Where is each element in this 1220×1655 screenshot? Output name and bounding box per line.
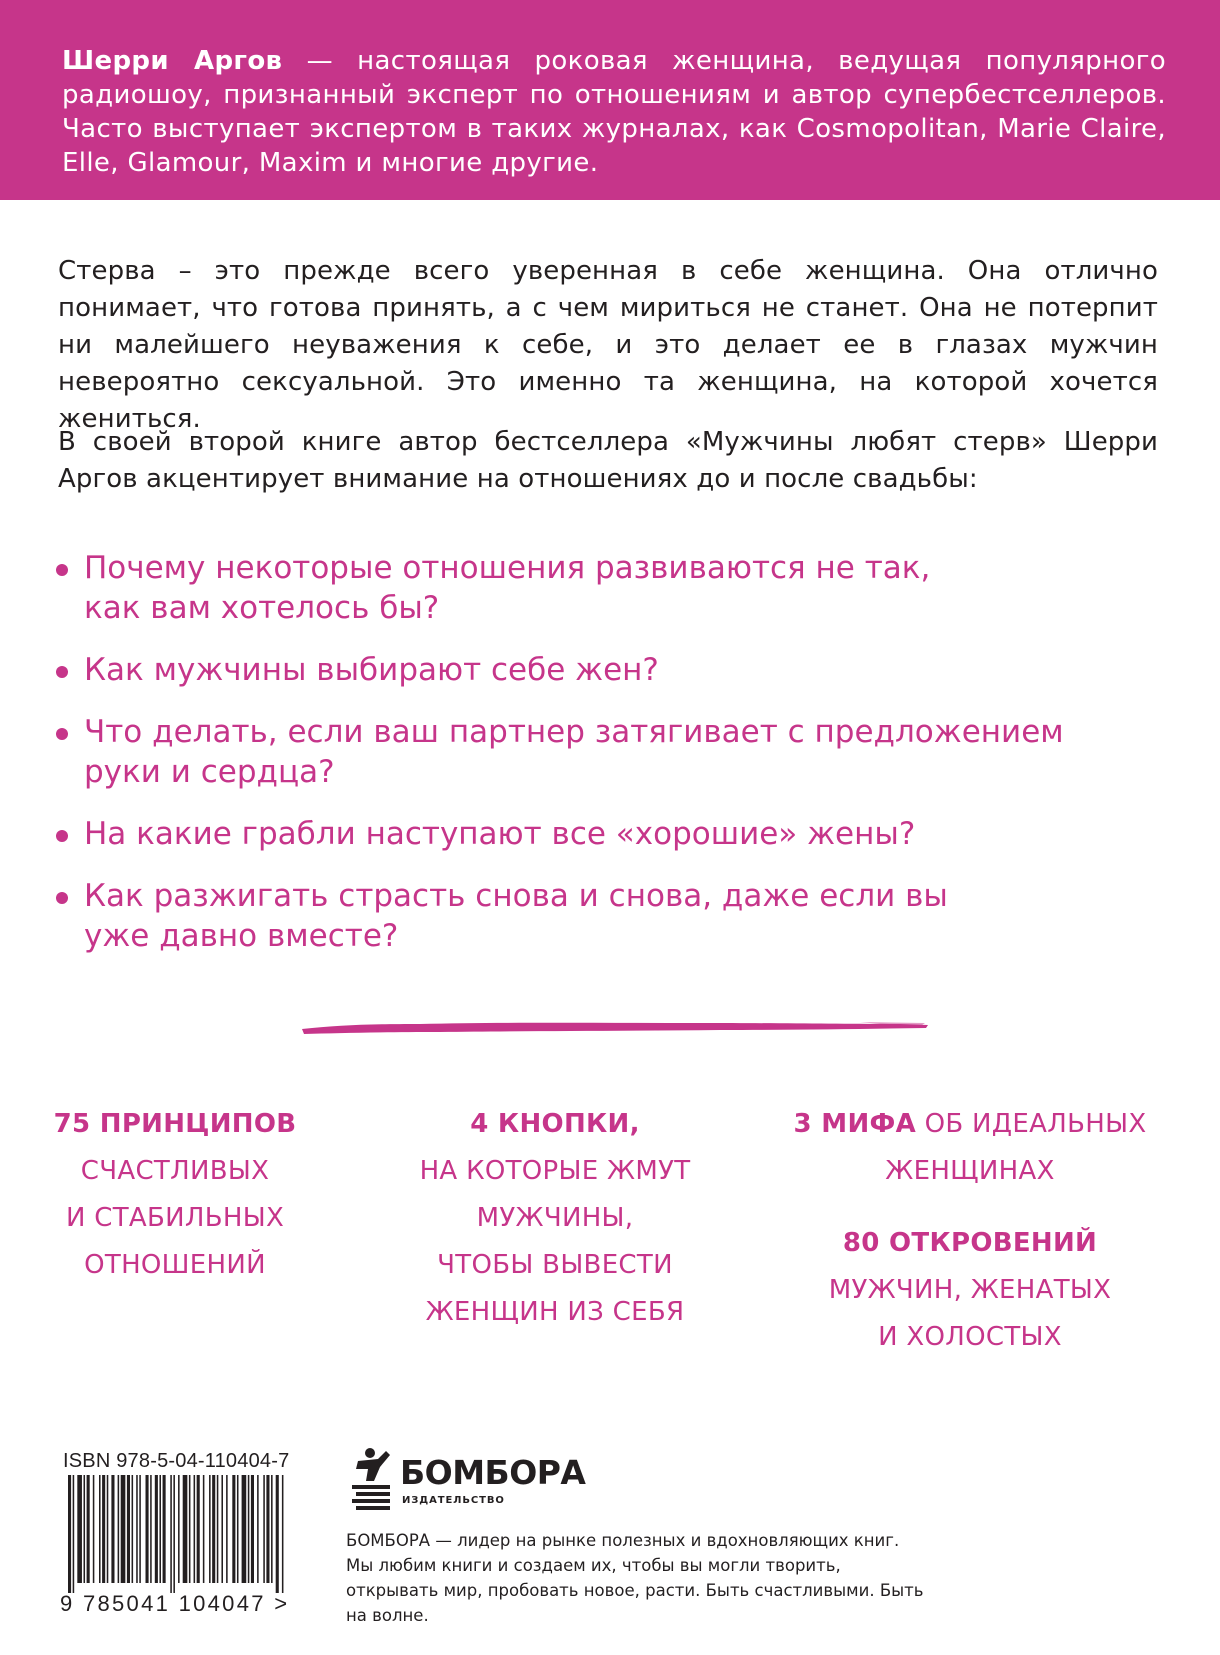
feature-line: ОБ ИДЕАЛЬНЫХ <box>916 1109 1147 1139</box>
author-bio <box>62 44 1166 180</box>
bullet-line: руки и сердца? <box>84 754 335 790</box>
intro-paragraph: Стерва – это прежде всего уверенная в себе женщина. Она отлично понимает, что готова принять, а с чем мириться не станет. Она не потерпит ни малейшего неуважения к себе, и это делает ее в глазах мужчин невероятно сексуальной. Это именно та женщина, на которой хочется жениться. <box>58 256 1158 434</box>
bullet-dot-icon <box>56 728 68 740</box>
feature-myths-revelations <box>775 1101 1165 1361</box>
isbn-label: ISBN 978-5-04-110404-7 <box>63 1450 290 1472</box>
bullet-line: На какие грабли наступают все «хорошие» жены? <box>84 816 916 852</box>
feature-highlight: 75 ПРИНЦИПОВ <box>53 1109 297 1139</box>
feature-line: И СТАБИЛЬНЫХ <box>65 1203 285 1233</box>
barcode-block <box>60 1450 310 1617</box>
bullet-dot-icon <box>56 892 68 904</box>
barcode-number: 9 785041 104047 > <box>60 1591 290 1616</box>
author-name: Шерри Аргов <box>62 46 283 76</box>
publisher-note: БОМБОРА — лидер на рынке полезных и вдохновляющих книг. Мы любим книги и создаем их, чтобы вы могли творить, открывать мир, пробовать новое, расти. Быть счастливыми. Быть на волне. <box>346 1531 924 1625</box>
feature-line: ОТНОШЕНИЙ <box>84 1250 266 1280</box>
feature-line: МУЖЧИН, ЖЕНАТЫХ <box>828 1275 1112 1305</box>
list-item <box>54 876 1154 956</box>
feature-line: И ХОЛОСТЫХ <box>878 1322 1062 1352</box>
question-list <box>54 548 1154 978</box>
list-item <box>54 712 1154 792</box>
bullet-dot-icon <box>56 564 68 576</box>
feature-highlight: 3 МИФА <box>793 1109 917 1139</box>
author-bio-text: — настоящая роковая женщина, ведущая популярного радиошоу, признанный эксперт по отношениям и автор супербестселлеров. Часто выступает экспертом в таких журналах, как Cosmopolitan, Marie Claire, Elle, Glamour, Maxim и многие другие. <box>62 46 1166 178</box>
bullet-line: Как мужчины выбирают себе жен? <box>84 652 659 688</box>
bullet-dot-icon <box>56 830 68 842</box>
feature-highlight: 80 ОТКРОВЕНИЙ <box>842 1228 1098 1258</box>
feature-highlight: 4 КНОПКИ, <box>470 1109 640 1139</box>
publisher-logo-name: БОМБОРА <box>400 1453 586 1492</box>
feature-buttons <box>390 1101 720 1336</box>
bullet-line: как вам хотелось бы? <box>84 590 440 626</box>
feature-line: НА КОТОРЫЕ ЖМУТ <box>419 1156 691 1186</box>
feature-principles <box>30 1101 320 1289</box>
bullet-line: Как разжигать страсть снова и снова, даже если вы <box>84 878 948 914</box>
barcode-icon <box>60 1475 290 1593</box>
list-item <box>54 548 1154 628</box>
feature-line: СЧАСТЛИВЫХ <box>80 1156 270 1186</box>
feature-line: ЖЕНЩИН ИЗ СЕБЯ <box>425 1297 685 1327</box>
publisher-logo-icon <box>348 1447 396 1513</box>
publisher-logo-subtitle: ИЗДАТЕЛЬСТВО <box>402 1495 505 1506</box>
feature-line: ЧТОБЫ ВЫВЕСТИ <box>437 1250 673 1280</box>
author-bio-banner <box>0 0 1220 200</box>
bullet-line: Почему некоторые отношения развиваются не так, <box>84 550 931 586</box>
list-item <box>54 650 1154 690</box>
bullet-dot-icon <box>56 666 68 678</box>
list-item <box>54 814 1154 854</box>
publisher-logo <box>348 1447 588 1513</box>
book-description-paragraph: В своей второй книге автор бестселлера «Мужчины любят стерв» Шерри Аргов акцентирует внимание на отношениях до и после свадьбы: <box>58 427 1158 494</box>
feature-line: МУЖЧИНЫ, <box>476 1203 634 1233</box>
bullet-line: Что делать, если ваш партнер затягивает с предложением <box>84 714 1064 750</box>
brush-stroke-divider <box>300 1016 930 1038</box>
bullet-line: уже давно вместе? <box>84 918 399 954</box>
feature-line: ЖЕНЩИНАХ <box>885 1156 1055 1186</box>
